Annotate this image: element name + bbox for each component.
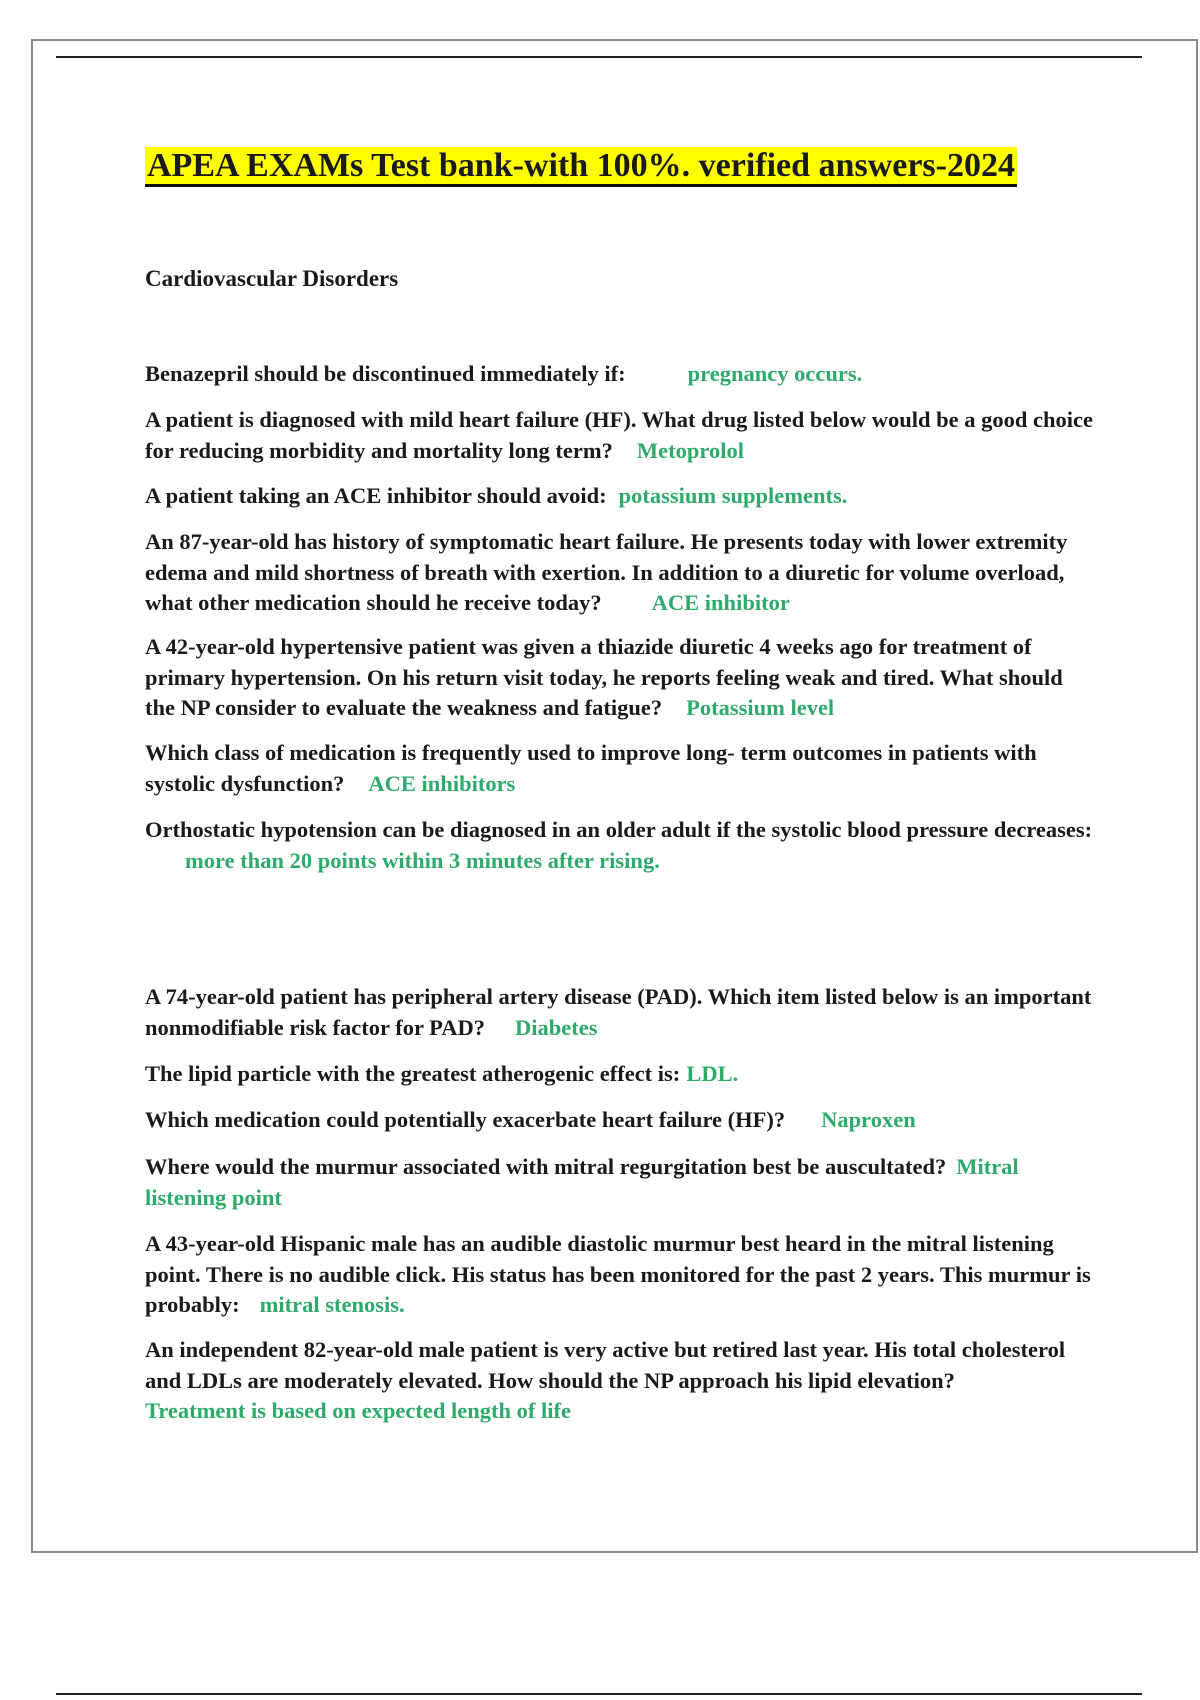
qa-item — [145, 632, 1095, 724]
section-heading: Cardiovascular Disorders — [145, 266, 399, 291]
title-highlight: APEA EXAMs Test bank-with 100%. verified answers-2024 — [145, 147, 1017, 187]
qa-item — [145, 481, 1095, 512]
qa-item — [145, 1152, 1095, 1213]
answer-text: ACE inhibitor — [651, 590, 790, 615]
answer-text: Treatment is based on expected length of life — [145, 1398, 571, 1423]
question-text: A 42-year-old hypertensive patient was given a thiazide diuretic 4 weeks ago for treatment of primary hypertension. On his return visit today, he reports feeling weak and tired. What should the NP consider to evaluate the weakness and fatigue? — [145, 634, 1063, 720]
question-text: Which class of medication is frequently used to improve long- term outcomes in patients with systolic dysfunction? — [145, 740, 1037, 796]
question-text: Which medication could potentially exacerbate heart failure (HF)? — [145, 1107, 786, 1132]
document-title — [145, 144, 1017, 188]
qa-item — [145, 359, 1095, 390]
qa-item — [145, 1105, 1095, 1136]
top-rule — [56, 56, 1142, 58]
question-text: Benazepril should be discontinued immediately if: — [145, 361, 626, 386]
question-text: A patient is diagnosed with mild heart failure (HF). What drug listed below would be a good choice for reducing morbidity and mortality long term? — [145, 407, 1093, 463]
answer-text: Potassium level — [686, 695, 835, 720]
question-text: An independent 82-year-old male patient is very active but retired last year. His total cholesterol and LDLs are moderately elevated. How should the NP approach his lipid elevation? — [145, 1337, 1066, 1393]
qa-item — [145, 815, 1095, 876]
bottom-rule — [56, 1693, 1142, 1695]
question-text: Where would the murmur associated with mitral regurgitation best be auscultated? — [145, 1154, 947, 1179]
qa-item — [145, 738, 1095, 799]
question-text: Orthostatic hypotension can be diagnosed in an older adult if the systolic blood pressure decreases: — [145, 817, 1093, 842]
answer-text: mitral stenosis. — [259, 1292, 405, 1317]
answer-text: potassium supplements. — [618, 483, 848, 508]
answer-text: LDL. — [686, 1061, 739, 1086]
qa-item — [145, 982, 1095, 1043]
answer-text: ACE inhibitors — [368, 770, 516, 796]
question-text: An 87-year-old has history of symptomatic heart failure. He presents today with lower extremity edema and mild shortness of breath with exertion. In addition to a diuretic for volume overload, what other medication should he receive today? — [145, 529, 1068, 615]
answer-text: more than 20 points within 3 minutes after rising. — [185, 847, 660, 873]
qa-item — [145, 1229, 1095, 1321]
qa-item — [145, 527, 1095, 619]
question-text: A 43-year-old Hispanic male has an audible diastolic murmur best heard in the mitral listening point. There is no audible click. His status has been monitored for the past 2 years. This murmur is probably: — [145, 1231, 1091, 1317]
answer-text: Metoprolol — [636, 437, 744, 463]
answer-text: pregnancy occurs. — [687, 361, 863, 386]
answer-text: Diabetes — [514, 1014, 598, 1040]
qa-item — [145, 1059, 1095, 1090]
question-text: A patient taking an ACE inhibitor should avoid: — [145, 483, 607, 508]
answer-text: Naproxen — [821, 1107, 916, 1132]
qa-item — [145, 405, 1095, 466]
answer-text: Mitral listening point — [145, 1154, 1019, 1210]
qa-item — [145, 1335, 1095, 1427]
question-text: A 74-year-old patient has peripheral artery disease (PAD). Which item listed below is an important nonmodifiable risk factor for PAD? — [145, 984, 1092, 1040]
question-text: The lipid particle with the greatest atherogenic effect is: — [145, 1061, 681, 1086]
